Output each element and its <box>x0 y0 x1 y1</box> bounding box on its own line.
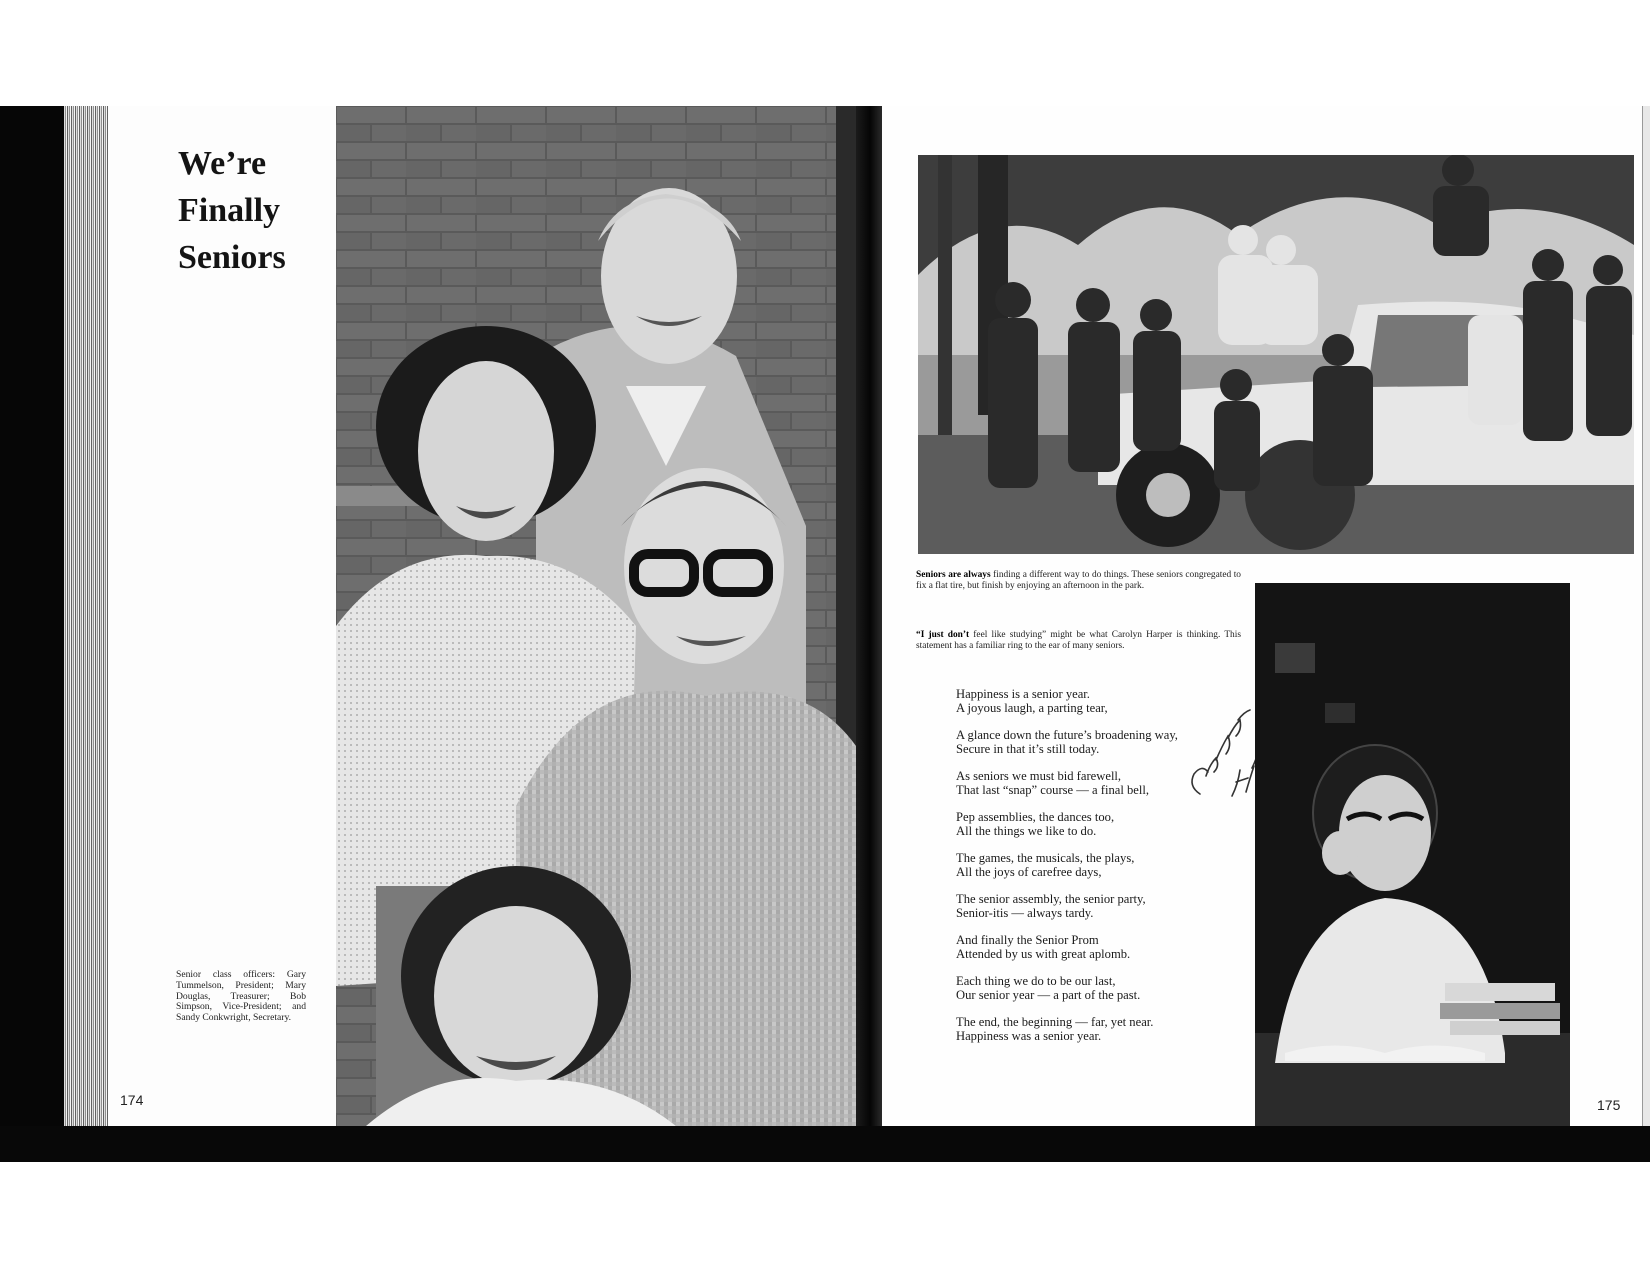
poem-line: Secure in that it’s still today. <box>956 742 1100 756</box>
title-line-3: Seniors <box>178 239 286 276</box>
carolyn-harper-studying-photo <box>1255 583 1570 1126</box>
poem-line: Happiness is a senior year. <box>956 687 1090 701</box>
poem-stanza <box>956 810 1226 838</box>
studying-photo-drawing <box>1255 583 1570 1126</box>
poem-stanza <box>956 851 1226 879</box>
senior-officers-photo <box>336 106 876 1126</box>
poem-line: A glance down the future’s broadening way, <box>956 728 1178 742</box>
poem-stanza <box>956 974 1226 1002</box>
poem-line: Pep assemblies, the dances too, <box>956 810 1115 824</box>
poem-line: The games, the musicals, the plays, <box>956 851 1135 865</box>
officers-photo-drawing <box>336 106 876 1126</box>
park-caption-text: finding a different way to do things. These seniors congregated to fix a flat tire, but finish by enjoying an afternoon in the park. <box>916 570 1241 591</box>
study-caption-lead: “I just don’t <box>916 630 970 640</box>
officers-caption: Senior class officers: Gary Tummelson, President; Mary Douglas, Treasurer; Bob Simpson, Vice-President; and Sandy Conkwright, Secretary. <box>176 969 306 1024</box>
park-photo-caption <box>916 570 1241 591</box>
park-flat-tire-photo <box>918 155 1634 554</box>
poem-stanza <box>956 892 1226 920</box>
park-photo-drawing <box>918 155 1634 554</box>
poem-line: Each thing we do to be our last, <box>956 974 1116 988</box>
study-photo-caption <box>916 630 1241 651</box>
scan-top-margin <box>0 0 1650 106</box>
page-number-left: 174 <box>120 1092 144 1108</box>
poem-stanza <box>956 1015 1226 1043</box>
poem-stanza <box>956 933 1226 961</box>
book-right-edge <box>1642 106 1650 1126</box>
poem-line: And finally the Senior Prom <box>956 933 1099 947</box>
poem-line: That last “snap” course — a final bell, <box>956 783 1150 797</box>
book-spine-gutter <box>856 106 882 1126</box>
scan-left-shadow <box>0 106 64 1162</box>
poem-line: Our senior year — a part of the past. <box>956 988 1141 1002</box>
poem-line: Happiness was a senior year. <box>956 1029 1102 1043</box>
park-caption-lead: Seniors are always <box>916 570 991 580</box>
page-number-right: 175 <box>1597 1097 1621 1113</box>
scan-bottom-shadow <box>0 1126 1650 1162</box>
poem-line: All the joys of carefree days, <box>956 865 1102 879</box>
poem-line: A joyous laugh, a parting tear, <box>956 701 1108 715</box>
poem-line: The end, the beginning — far, yet near. <box>956 1015 1154 1029</box>
poem-line: As seniors we must bid farewell, <box>956 769 1122 783</box>
title-line-2: Finally <box>178 192 281 229</box>
study-caption-text: feel like studying” might be what Carolyn Harper is thinking. This statement has a familiar ring to the ear of many seniors. <box>916 630 1241 651</box>
poem-line: All the things we like to do. <box>956 824 1097 838</box>
poem-line: Attended by us with great aplomb. <box>956 947 1131 961</box>
book-page-edges <box>64 106 108 1126</box>
poem-line: Senior-itis — always tardy. <box>956 906 1094 920</box>
page-title <box>178 140 338 281</box>
poem-line: The senior assembly, the senior party, <box>956 892 1146 906</box>
title-line-1: We’re <box>178 145 267 182</box>
